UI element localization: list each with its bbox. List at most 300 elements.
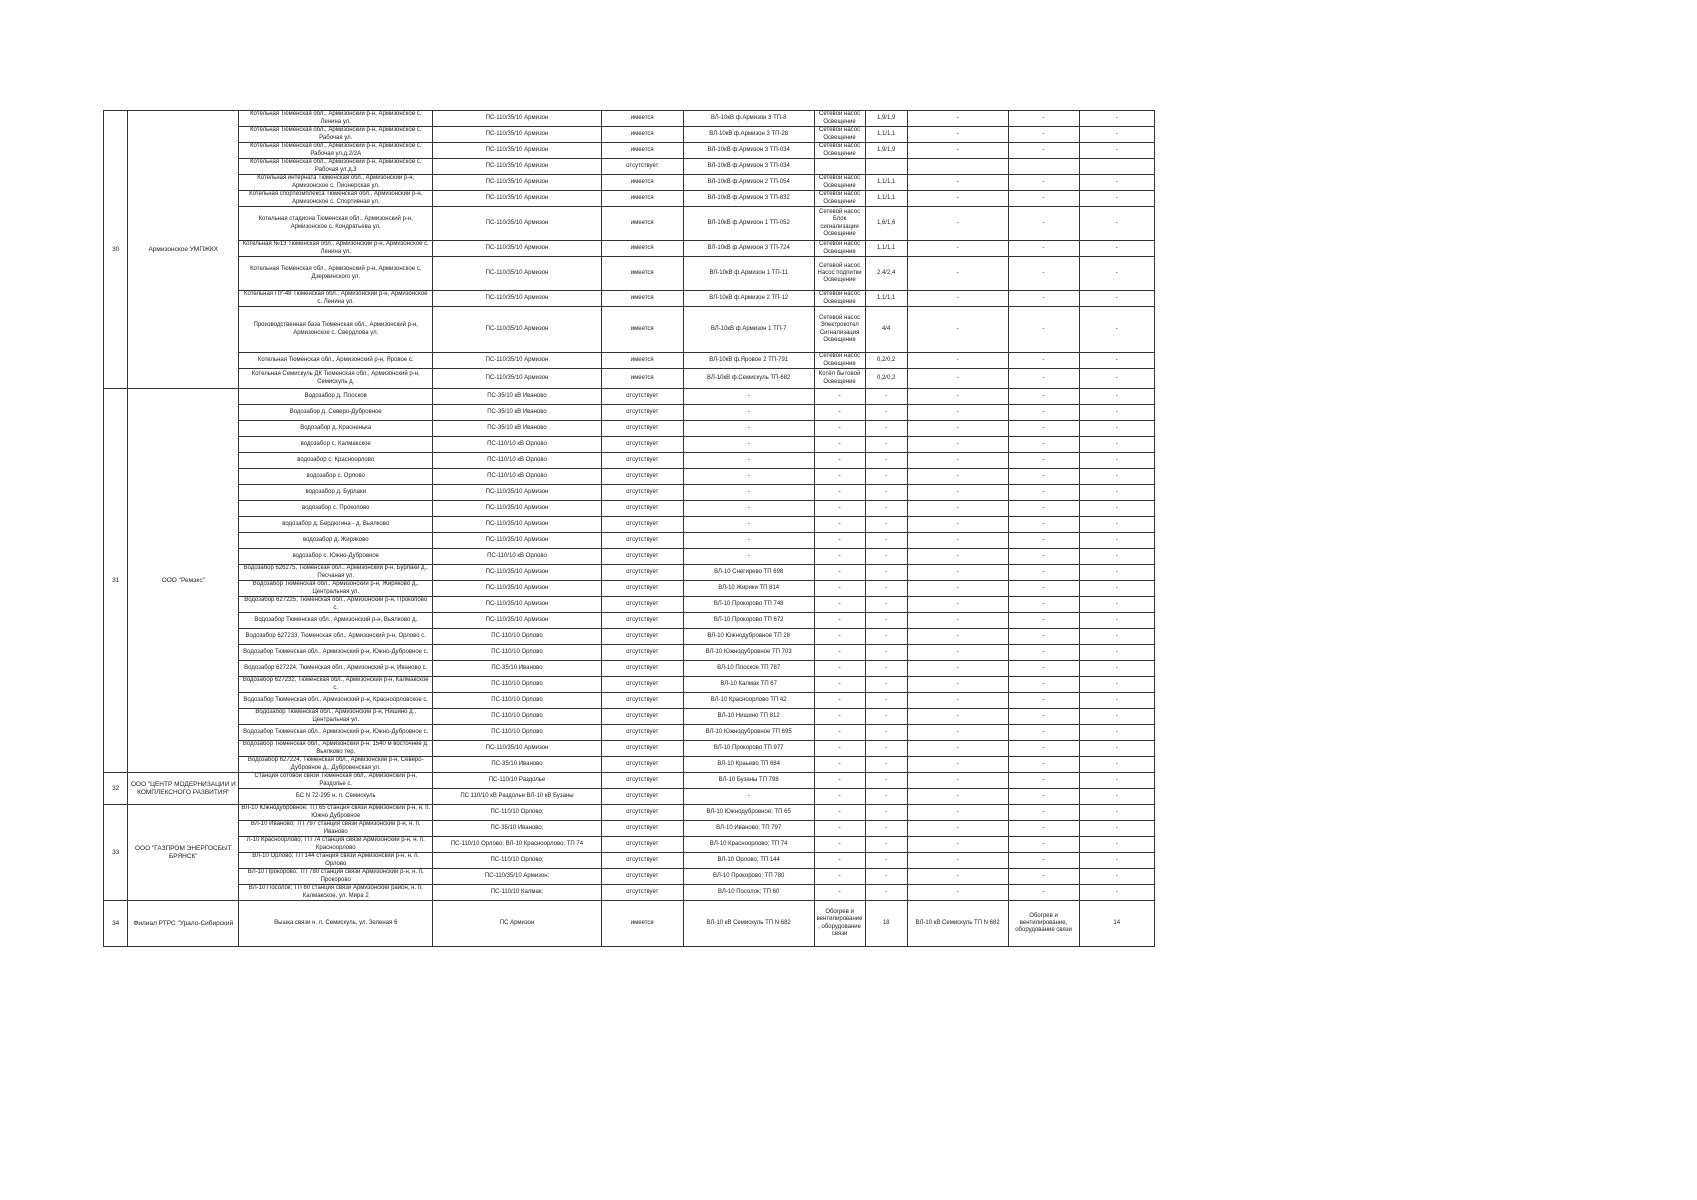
object-cell: Водозабор д. Красненька: [239, 421, 433, 437]
substation-cell: ПС-110/35/10 Армизон: [433, 581, 602, 597]
reserve-power-cell: -: [1079, 421, 1154, 437]
object-cell: ВЛ-10 Посолок; ТП 60 станция связи Армизонский район, н. п. Калмакское, ул. Мира 2: [239, 885, 433, 901]
table-row: [104, 613, 1155, 629]
table-row: [104, 597, 1155, 613]
reserve-line-cell: -: [907, 127, 1008, 143]
equipment-cell: -: [814, 741, 865, 757]
line-cell: ВЛ-10 кВ Семискуль ТП N 682: [683, 901, 814, 947]
reserve-power-cell: -: [1079, 485, 1154, 501]
substation-cell: ПС-110/10 Орлово;: [433, 853, 602, 869]
reserve-line-cell: -: [907, 291, 1008, 307]
substation-cell: ПС-110/10 Раздолье: [433, 773, 602, 789]
object-cell: водозабор с. Южно-Дубровное: [239, 549, 433, 565]
equipment-cell: -: [814, 597, 865, 613]
object-cell: Водозабор д. Плосков: [239, 389, 433, 405]
substation-cell: ПС-110/35/10 Армизон: [433, 191, 602, 207]
reserve-power-cell: -: [1079, 757, 1154, 773]
reserve-equipment-cell: -: [1008, 677, 1079, 693]
reserve-power-cell: -: [1079, 805, 1154, 821]
reserve-power-cell: -: [1079, 677, 1154, 693]
organization-cell: Армизонское УМПЖКХ: [128, 111, 239, 389]
object-cell: Котельная ПУ-48 Тюменская обл., Армизонский р-н, Армизонское с. Ленина ул.: [239, 291, 433, 307]
equipment-cell: Сетевой насос Освещение: [814, 191, 865, 207]
equipment-cell: -: [814, 389, 865, 405]
reserve-line-cell: -: [907, 143, 1008, 159]
power-cell: 0,2/0,2: [865, 353, 907, 369]
reserve-power-cell: -: [1079, 437, 1154, 453]
table-body: [104, 111, 1155, 947]
reserve-equipment-cell: -: [1008, 207, 1079, 241]
status-cell: отсутствует: [601, 485, 683, 501]
object-cell: Водозабор Тюменская обл., Армизонский р-н, Вьялково д.: [239, 613, 433, 629]
table-row: [104, 581, 1155, 597]
status-cell: отсутствует: [601, 597, 683, 613]
table-row: [104, 159, 1155, 175]
substation-cell: ПС-110/35/10 Армизон: [433, 485, 602, 501]
power-cell: 1,1/1,1: [865, 127, 907, 143]
line-cell: ВЛ-10кВ ф.Армизон 2 ТП-054: [683, 175, 814, 191]
line-cell: ВЛ-10 Прокорово ТП 977: [683, 741, 814, 757]
power-cell: -: [865, 581, 907, 597]
table-row: [104, 533, 1155, 549]
substation-cell: ПС-35/10 кВ Иваново: [433, 389, 602, 405]
reserve-line-cell: -: [907, 369, 1008, 389]
equipment-cell: -: [814, 869, 865, 885]
status-cell: отсутствует: [601, 869, 683, 885]
status-cell: отсутствует: [601, 629, 683, 645]
group-number-cell: 34: [104, 901, 128, 947]
equipment-cell: -: [814, 581, 865, 597]
reserve-line-cell: [907, 159, 1008, 175]
power-cell: -: [865, 773, 907, 789]
reserve-line-cell: -: [907, 565, 1008, 581]
line-cell: ВЛ-10кВ ф.Армизон 1 ТП-7: [683, 307, 814, 353]
line-cell: ВЛ-10кВ ф.Семискуль ТП-682: [683, 369, 814, 389]
line-cell: -: [683, 517, 814, 533]
status-cell: имеется: [601, 191, 683, 207]
power-cell: -: [865, 453, 907, 469]
reserve-line-cell: -: [907, 241, 1008, 257]
object-cell: Котельная №13 Тюменская обл., Армизонский р-н, Армизонское с. Ленина ул.: [239, 241, 433, 257]
table-row: [104, 821, 1155, 837]
status-cell: отсутствует: [601, 645, 683, 661]
substation-cell: ПС 110/10 кВ Раздолье ВЛ-10 кВ Бузаны: [433, 789, 602, 805]
table-row: [104, 501, 1155, 517]
equipment-cell: -: [814, 517, 865, 533]
substation-cell: ПС-110/35/10 Армизон: [433, 353, 602, 369]
line-cell: ВЛ-10кВ ф.Армизон 1 ТП-052: [683, 207, 814, 241]
status-cell: имеется: [601, 369, 683, 389]
object-cell: Водозабор Тюменская обл., Армизонский р-н, Южно-Дубровное с.: [239, 725, 433, 741]
status-cell: имеется: [601, 127, 683, 143]
group-number-cell: 30: [104, 111, 128, 389]
line-cell: -: [683, 549, 814, 565]
equipment-cell: -: [814, 469, 865, 485]
consumers-table: [103, 110, 1155, 947]
power-cell: -: [865, 677, 907, 693]
reserve-line-cell: -: [907, 517, 1008, 533]
reserve-equipment-cell: -: [1008, 175, 1079, 191]
reserve-equipment-cell: -: [1008, 853, 1079, 869]
reserve-power-cell: -: [1079, 127, 1154, 143]
status-cell: имеется: [601, 307, 683, 353]
table-row: [104, 421, 1155, 437]
reserve-power-cell: -: [1079, 191, 1154, 207]
table-row: [104, 353, 1155, 369]
substation-cell: ПС-110/10 Калмак;: [433, 885, 602, 901]
substation-cell: ПС-110/35/10 Армизон;: [433, 869, 602, 885]
reserve-line-cell: -: [907, 693, 1008, 709]
line-cell: ВЛ-10 Посолок; ТП 60: [683, 885, 814, 901]
table-row: [104, 901, 1155, 947]
power-cell: -: [865, 837, 907, 853]
reserve-equipment-cell: -: [1008, 191, 1079, 207]
object-cell: Котельная интерната Тюменская обл., Армизонский р-н, Армизонское с. Пионерская ул.: [239, 175, 433, 191]
table-row: [104, 837, 1155, 853]
equipment-cell: Сетевой насос Освещение: [814, 175, 865, 191]
organization-cell: Филиал РТРС "Урало-Сибирский: [128, 901, 239, 947]
reserve-power-cell: -: [1079, 501, 1154, 517]
power-cell: 1,9/1,9: [865, 111, 907, 127]
reserve-power-cell: -: [1079, 709, 1154, 725]
reserve-equipment-cell: -: [1008, 549, 1079, 565]
object-cell: ВЛ-10 Иваново; ТП 797 станция связи Армизонский р-н, н. п. Иваново: [239, 821, 433, 837]
object-cell: водозабор д. Жиряково: [239, 533, 433, 549]
power-cell: -: [865, 485, 907, 501]
object-cell: Водозабор 627224, Тюменская обл., Армизонский р-н, Северо-Дубровное д., Дубровенская ул.: [239, 757, 433, 773]
reserve-equipment-cell: -: [1008, 353, 1079, 369]
line-cell: ВЛ-10 Нишино ТП 812: [683, 709, 814, 725]
reserve-power-cell: -: [1079, 597, 1154, 613]
reserve-power-cell: -: [1079, 581, 1154, 597]
organization-cell: ООО "ЦЕНТР МОДЕРНИЗАЦИИ И КОМПЛЕКСНОГО РАЗВИТИЯ": [128, 773, 239, 805]
reserve-line-cell: -: [907, 469, 1008, 485]
status-cell: имеется: [601, 175, 683, 191]
power-cell: -: [865, 693, 907, 709]
object-cell: водозабор с. Красноорлово: [239, 453, 433, 469]
line-cell: ВЛ-10кВ ф.Армизон 1 ТП-11: [683, 257, 814, 291]
reserve-equipment-cell: -: [1008, 581, 1079, 597]
reserve-equipment-cell: -: [1008, 291, 1079, 307]
reserve-equipment-cell: -: [1008, 437, 1079, 453]
table-row: [104, 111, 1155, 127]
reserve-equipment-cell: -: [1008, 421, 1079, 437]
status-cell: отсутствует: [601, 159, 683, 175]
reserve-line-cell: -: [907, 485, 1008, 501]
reserve-power-cell: -: [1079, 645, 1154, 661]
equipment-cell: -: [814, 501, 865, 517]
table-row: [104, 661, 1155, 677]
power-cell: -: [865, 885, 907, 901]
reserve-equipment-cell: -: [1008, 725, 1079, 741]
power-cell: -: [865, 565, 907, 581]
power-cell: -: [865, 725, 907, 741]
status-cell: отсутствует: [601, 405, 683, 421]
object-cell: Котельная Тюменская обл., Армизонский р-н, Армизонское с. Дзержинского ул.: [239, 257, 433, 291]
substation-cell: ПС-110/10 Орлово: [433, 693, 602, 709]
table-row: [104, 853, 1155, 869]
equipment-cell: Котёл бытовой Освещение: [814, 369, 865, 389]
reserve-line-cell: -: [907, 437, 1008, 453]
reserve-power-cell: -: [1079, 369, 1154, 389]
equipment-cell: Сетевой насос Освещение: [814, 291, 865, 307]
status-cell: имеется: [601, 143, 683, 159]
line-cell: -: [683, 389, 814, 405]
line-cell: -: [683, 437, 814, 453]
table-row: [104, 741, 1155, 757]
reserve-power-cell: -: [1079, 389, 1154, 405]
reserve-power-cell: -: [1079, 517, 1154, 533]
reserve-power-cell: -: [1079, 207, 1154, 241]
status-cell: отсутствует: [601, 773, 683, 789]
reserve-equipment-cell: -: [1008, 111, 1079, 127]
power-cell: 18: [865, 901, 907, 947]
table-row: [104, 869, 1155, 885]
status-cell: отсутствует: [601, 389, 683, 405]
line-cell: -: [683, 485, 814, 501]
substation-cell: ПС-110/10 кВ Орлово: [433, 549, 602, 565]
reserve-power-cell: [1079, 159, 1154, 175]
reserve-power-cell: -: [1079, 453, 1154, 469]
power-cell: -: [865, 597, 907, 613]
substation-cell: ПС-110/35/10 Армизон: [433, 517, 602, 533]
equipment-cell: -: [814, 645, 865, 661]
table-row: [104, 453, 1155, 469]
object-cell: водозабор с. Калмакское: [239, 437, 433, 453]
line-cell: ВЛ-10 Снегирево ТП 698: [683, 565, 814, 581]
reserve-line-cell: -: [907, 677, 1008, 693]
substation-cell: ПС-110/10 кВ Орлово: [433, 469, 602, 485]
reserve-equipment-cell: -: [1008, 837, 1079, 853]
equipment-cell: [814, 159, 865, 175]
group-number-cell: 31: [104, 389, 128, 773]
equipment-cell: -: [814, 421, 865, 437]
object-cell: ВЛ-10 Прокорово; ТП 780 станция связи Армизонский р-н, н. п. Прокорово: [239, 869, 433, 885]
equipment-cell: -: [814, 693, 865, 709]
power-cell: -: [865, 437, 907, 453]
reserve-power-cell: -: [1079, 837, 1154, 853]
equipment-cell: -: [814, 565, 865, 581]
reserve-line-cell: -: [907, 757, 1008, 773]
reserve-line-cell: -: [907, 597, 1008, 613]
reserve-equipment-cell: -: [1008, 469, 1079, 485]
power-cell: -: [865, 469, 907, 485]
line-cell: ВЛ-10 Краьево ТП 684: [683, 757, 814, 773]
reserve-power-cell: 14: [1079, 901, 1154, 947]
reserve-equipment-cell: -: [1008, 629, 1079, 645]
power-cell: -: [865, 805, 907, 821]
status-cell: отсутствует: [601, 661, 683, 677]
power-cell: -: [865, 821, 907, 837]
power-cell: -: [865, 741, 907, 757]
power-cell: 1,1/1,1: [865, 175, 907, 191]
equipment-cell: Сетевой насос Освещение: [814, 111, 865, 127]
line-cell: ВЛ-10 Южнодубровное ТП 703: [683, 645, 814, 661]
reserve-power-cell: -: [1079, 629, 1154, 645]
object-cell: Котельная Тюменская обл., Армизонский р-н, Армизонское с. Рабочая ул.: [239, 127, 433, 143]
line-cell: ВЛ-10 Бузаны ТП 798: [683, 773, 814, 789]
status-cell: отсутствует: [601, 837, 683, 853]
object-cell: Водозабор 627233, Тюменская обл., Армизонский р-н, Орлово с.: [239, 629, 433, 645]
equipment-cell: -: [814, 549, 865, 565]
substation-cell: ПС-110/10 Орлово: [433, 629, 602, 645]
line-cell: ВЛ-10 Красноорлово; ТП 74: [683, 837, 814, 853]
power-cell: -: [865, 613, 907, 629]
reserve-equipment-cell: -: [1008, 369, 1079, 389]
reserve-equipment-cell: -: [1008, 645, 1079, 661]
object-cell: Л-10 Красноорлово; ТП 74 станция связи Армизонский р-н, н. п. Красноорлово: [239, 837, 433, 853]
reserve-equipment-cell: -: [1008, 597, 1079, 613]
table-row: [104, 709, 1155, 725]
object-cell: Водозабор Тюменская обл., Армизонский р-н, Красноорловское с.: [239, 693, 433, 709]
line-cell: ВЛ-10 Иваново; ТП 797: [683, 821, 814, 837]
status-cell: отсутствует: [601, 885, 683, 901]
power-cell: -: [865, 709, 907, 725]
reserve-line-cell: -: [907, 837, 1008, 853]
object-cell: Котельная Тюменская обл., Армизонский р-н, Армизонское с. Рабочая ул.д.3: [239, 159, 433, 175]
equipment-cell: -: [814, 821, 865, 837]
reserve-equipment-cell: Обогрев и вентилирование, оборудование связи: [1008, 901, 1079, 947]
object-cell: водозабор д. Бердюгина - д. Вьялково: [239, 517, 433, 533]
object-cell: Котельная Тюменская обл., Армизонский р-н, Армизонское с. Ленина ул.: [239, 111, 433, 127]
substation-cell: ПС-110/35/10 Армизон: [433, 533, 602, 549]
table-row: [104, 469, 1155, 485]
line-cell: ВЛ-10кВ ф.Армизон 3 ТП-8: [683, 111, 814, 127]
substation-cell: ПС-110/35/10 Армизон: [433, 613, 602, 629]
table-row: [104, 485, 1155, 501]
reserve-line-cell: -: [907, 661, 1008, 677]
reserve-power-cell: -: [1079, 693, 1154, 709]
reserve-equipment-cell: -: [1008, 405, 1079, 421]
reserve-equipment-cell: -: [1008, 533, 1079, 549]
object-cell: Водозабор Тюменская обл., Армизонский р-н, Южно-Дубровное с.: [239, 645, 433, 661]
status-cell: отсутствует: [601, 677, 683, 693]
equipment-cell: -: [814, 661, 865, 677]
object-cell: Котельная Семискуль ДК Тюменская обл., Армизонский р-н, Семискуль д.: [239, 369, 433, 389]
equipment-cell: -: [814, 757, 865, 773]
reserve-line-cell: -: [907, 549, 1008, 565]
reserve-equipment-cell: -: [1008, 613, 1079, 629]
table-row: [104, 257, 1155, 291]
reserve-equipment-cell: -: [1008, 741, 1079, 757]
status-cell: отсутствует: [601, 821, 683, 837]
power-cell: -: [865, 405, 907, 421]
object-cell: ВЛ-10 Орлово; ТП 144 станция связи Армизонский р-н, н. п. Орлово: [239, 853, 433, 869]
reserve-equipment-cell: -: [1008, 143, 1079, 159]
power-cell: -: [865, 645, 907, 661]
substation-cell: ПС-110/35/10 Армизон: [433, 257, 602, 291]
table-row: [104, 629, 1155, 645]
power-cell: -: [865, 389, 907, 405]
power-cell: [865, 159, 907, 175]
status-cell: отсутствует: [601, 613, 683, 629]
status-cell: отсутствует: [601, 725, 683, 741]
status-cell: отсутствует: [601, 805, 683, 821]
substation-cell: ПС-110/10 Орлово: [433, 709, 602, 725]
reserve-power-cell: -: [1079, 175, 1154, 191]
reserve-equipment-cell: -: [1008, 789, 1079, 805]
reserve-line-cell: -: [907, 353, 1008, 369]
reserve-equipment-cell: -: [1008, 565, 1079, 581]
line-cell: ВЛ-10 Орлово; ТП 144: [683, 853, 814, 869]
organization-cell: ООО "Ремэкс": [128, 389, 239, 773]
substation-cell: ПС-110/35/10 Армизон: [433, 565, 602, 581]
substation-cell: ПС-110/10 Орлово;: [433, 805, 602, 821]
power-cell: 0,2/0,2: [865, 369, 907, 389]
reserve-power-cell: -: [1079, 869, 1154, 885]
substation-cell: ПС-35/10 кВ Иваново: [433, 421, 602, 437]
substation-cell: ПС Армизон: [433, 901, 602, 947]
power-cell: -: [865, 421, 907, 437]
table-row: [104, 437, 1155, 453]
status-cell: отсутствует: [601, 757, 683, 773]
reserve-power-cell: -: [1079, 773, 1154, 789]
line-cell: ВЛ-10кВ ф.Армизон 3 ТП-034: [683, 143, 814, 159]
equipment-cell: -: [814, 533, 865, 549]
reserve-line-cell: -: [907, 821, 1008, 837]
reserve-equipment-cell: -: [1008, 389, 1079, 405]
table-row: [104, 565, 1155, 581]
substation-cell: ПС-110/10 кВ Орлово: [433, 437, 602, 453]
table-row: [104, 307, 1155, 353]
line-cell: ВЛ-10кВ ф.Армизон 3 ТП-28: [683, 127, 814, 143]
table-row: [104, 127, 1155, 143]
reserve-equipment-cell: -: [1008, 307, 1079, 353]
power-cell: -: [865, 629, 907, 645]
reserve-line-cell: -: [907, 613, 1008, 629]
reserve-equipment-cell: -: [1008, 869, 1079, 885]
table-row: [104, 789, 1155, 805]
reserve-line-cell: -: [907, 191, 1008, 207]
substation-cell: ПС-110/35/10 Армизон: [433, 741, 602, 757]
power-cell: 1,1/1,1: [865, 241, 907, 257]
object-cell: Котельная стадиона Тюменская обл., Армизонский р-н, Армизонское с. Кондратьева ул.: [239, 207, 433, 241]
reserve-power-cell: -: [1079, 853, 1154, 869]
object-cell: водозабор с. Орлово: [239, 469, 433, 485]
reserve-power-cell: -: [1079, 353, 1154, 369]
reserve-line-cell: -: [907, 805, 1008, 821]
line-cell: -: [683, 405, 814, 421]
line-cell: ВЛ-10кВ ф.Армизон 3 ТП-832: [683, 191, 814, 207]
status-cell: отсутствует: [601, 565, 683, 581]
reserve-power-cell: -: [1079, 111, 1154, 127]
line-cell: -: [683, 469, 814, 485]
reserve-line-cell: -: [907, 725, 1008, 741]
equipment-cell: Сетевой насос Освещение: [814, 353, 865, 369]
reserve-line-cell: -: [907, 773, 1008, 789]
reserve-line-cell: -: [907, 111, 1008, 127]
reserve-power-cell: -: [1079, 549, 1154, 565]
equipment-cell: -: [814, 885, 865, 901]
reserve-equipment-cell: -: [1008, 805, 1079, 821]
power-cell: 1,1/1,1: [865, 291, 907, 307]
reserve-power-cell: -: [1079, 241, 1154, 257]
equipment-cell: -: [814, 405, 865, 421]
equipment-cell: -: [814, 677, 865, 693]
object-cell: Водозабор Тюменская обл., Армизонский р-н, Нишино д., Центральная ул.: [239, 709, 433, 725]
reserve-power-cell: -: [1079, 725, 1154, 741]
reserve-power-cell: -: [1079, 291, 1154, 307]
reserve-equipment-cell: -: [1008, 453, 1079, 469]
table-row: [104, 191, 1155, 207]
reserve-line-cell: -: [907, 741, 1008, 757]
equipment-cell: -: [814, 789, 865, 805]
reserve-line-cell: -: [907, 533, 1008, 549]
reserve-equipment-cell: -: [1008, 661, 1079, 677]
reserve-line-cell: -: [907, 869, 1008, 885]
reserve-line-cell: -: [907, 789, 1008, 805]
object-cell: водозабор с. Прокопово: [239, 501, 433, 517]
